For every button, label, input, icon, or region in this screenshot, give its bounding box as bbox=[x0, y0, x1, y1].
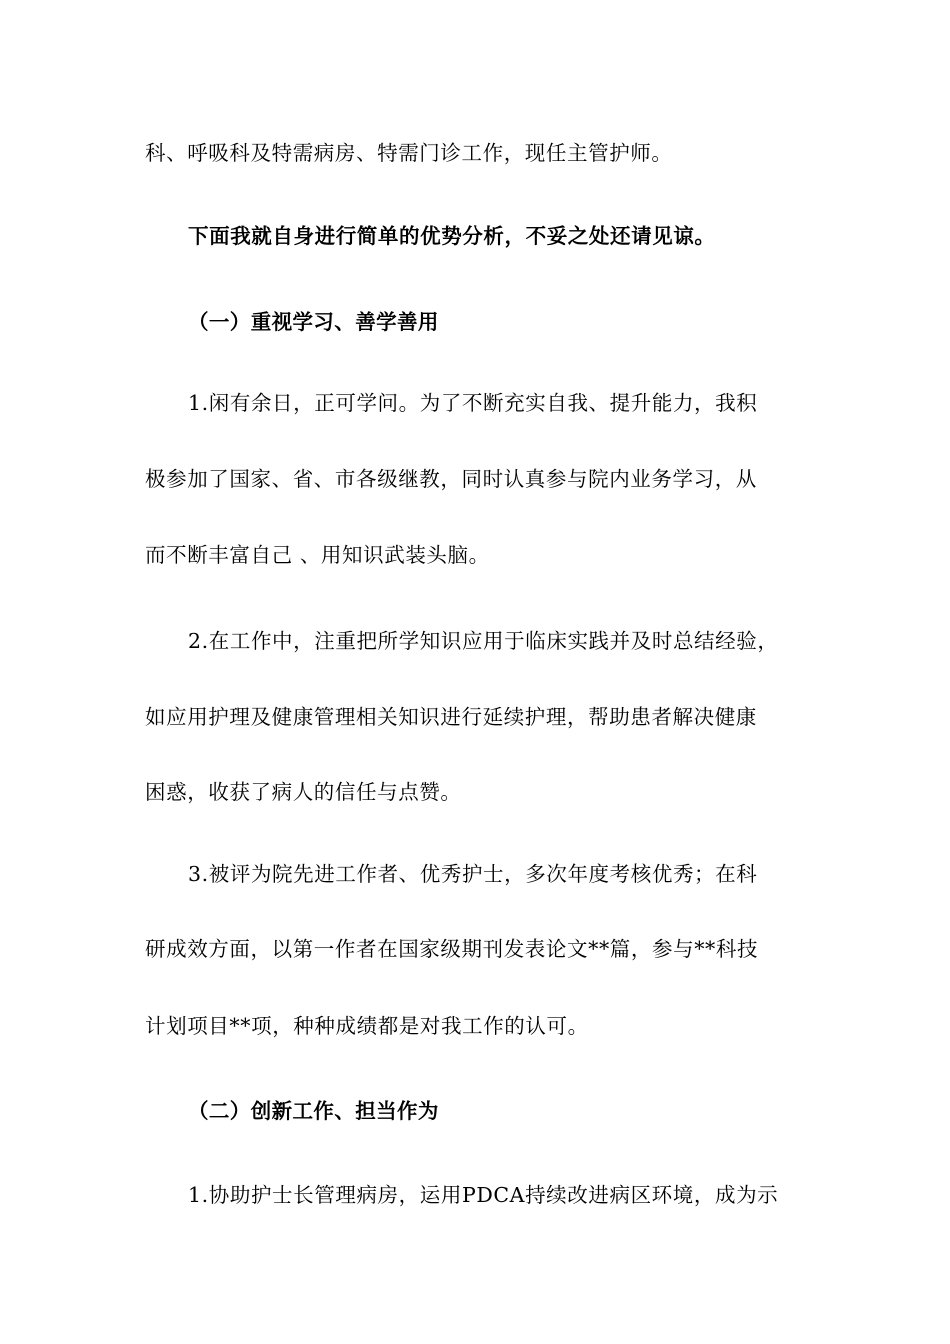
paragraph-line: 而不断丰富自己 、用知识武装头脑。 bbox=[145, 543, 490, 567]
paragraph-line: 3.被评为院先进工作者、优秀护士，多次年度考核优秀；在科 bbox=[188, 862, 758, 886]
paragraph-line: 计划项目**项，种种成绩都是对我工作的认可。 bbox=[145, 1014, 589, 1038]
intro-sentence: 下面我就自身进行简单的优势分析，不妥之处还请见谅。 bbox=[188, 224, 716, 248]
paragraph-line: 极参加了国家、省、市各级继教，同时认真参与院内业务学习，从 bbox=[145, 467, 757, 491]
section-heading-1: （一）重视学习、善学善用 bbox=[188, 310, 439, 334]
paragraph-line: 1.协助护士长管理病房，运用PDCA持续改进病区环境，成为示 bbox=[188, 1183, 779, 1207]
paragraph-line: 困惑，收获了病人的信任与点赞。 bbox=[145, 780, 462, 804]
paragraph-line: 研成效方面，以第一作者在国家级期刊发表论文**篇，参与**科技 bbox=[145, 937, 759, 961]
paragraph-line: 如应用护理及健康管理相关知识进行延续护理，帮助患者解决健康 bbox=[145, 705, 757, 729]
section-heading-2: （二）创新工作、担当作为 bbox=[188, 1099, 439, 1123]
paragraph-line: 1.闲有余日，正可学问。为了不断充实自我、提升能力，我积 bbox=[188, 391, 758, 415]
paragraph-line: 2.在工作中，注重把所学知识应用于临床实践并及时总结经验， bbox=[188, 629, 779, 653]
paragraph-line: 科、呼吸科及特需病房、特需门诊工作，现任主管护师。 bbox=[145, 141, 673, 165]
